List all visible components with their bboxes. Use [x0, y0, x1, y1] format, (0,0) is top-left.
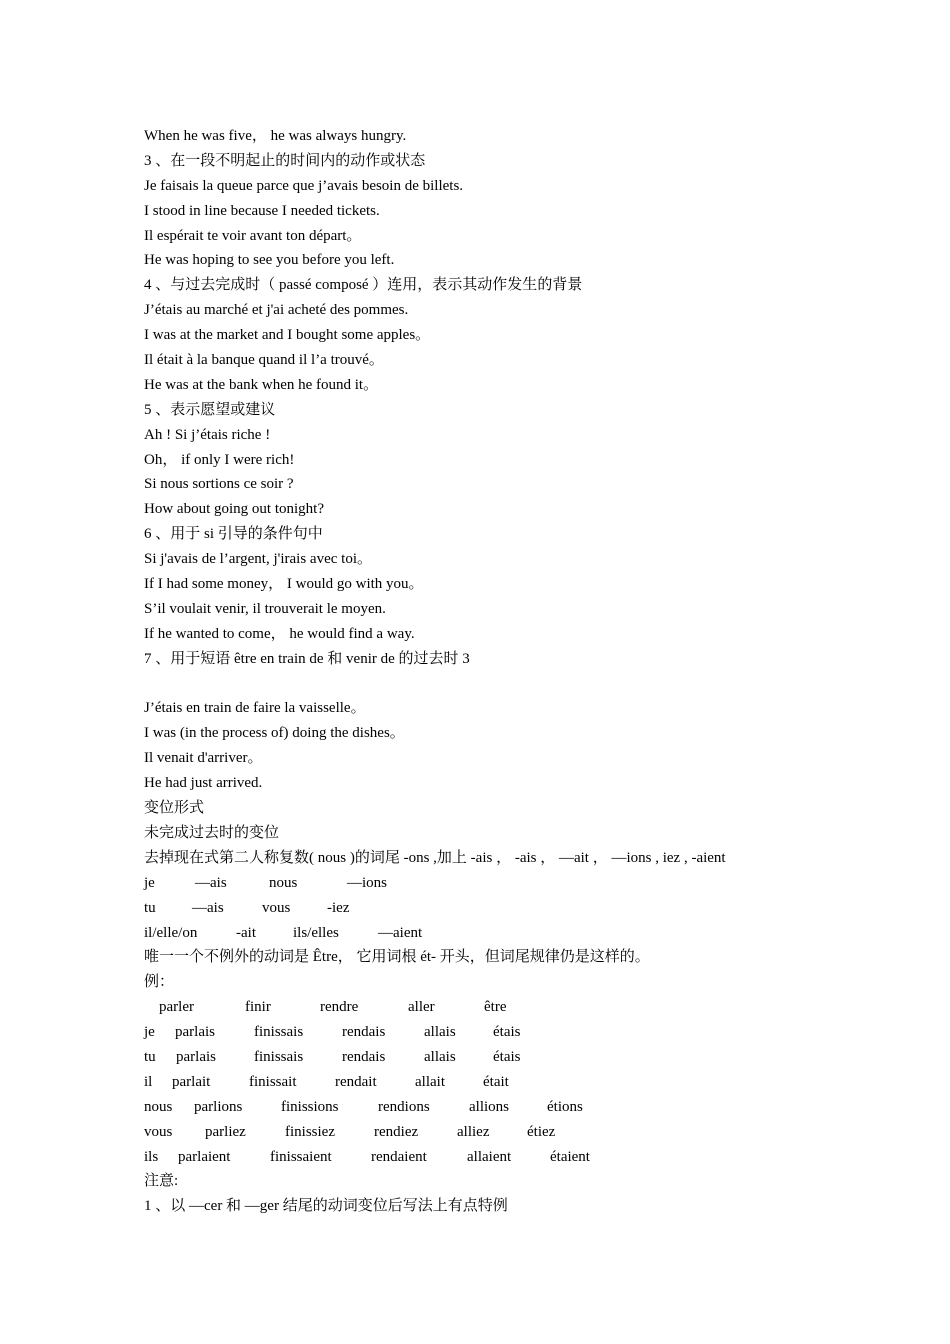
example-english: He was hoping to see you before you left. [144, 252, 395, 269]
note-heading: 注意: [144, 1173, 179, 1190]
example-french: S’il voulait venir, il trouverait le moyen. [144, 600, 386, 617]
example-english: I was (in the process of) doing the dishes。 [144, 725, 405, 742]
endings-cell: ils/elles [293, 924, 339, 941]
conjugated-form: étaient [550, 1148, 590, 1165]
conjugated-form: allions [469, 1098, 509, 1115]
conjugated-form: rendais [342, 1048, 386, 1065]
conjugated-form: parlions [194, 1098, 243, 1115]
conjugated-form: étions [547, 1098, 583, 1115]
example-english: If he wanted to come， he would find a way. [144, 625, 415, 642]
conjugated-form: parlait [172, 1073, 211, 1090]
conjugated-form: finissions [281, 1098, 339, 1115]
verb-header: rendre [320, 999, 359, 1016]
conjugated-form: finissaient [270, 1148, 332, 1165]
conjugation-header-row [144, 995, 824, 1020]
example-english: Oh， if only I were rich! [144, 451, 295, 468]
pronoun: tu [144, 1048, 156, 1065]
text-block-middle [144, 696, 824, 870]
conjugated-form: rendiez [374, 1123, 419, 1140]
verb-header: être [484, 999, 507, 1016]
conjugation-row [144, 1070, 824, 1095]
section-heading: 4 、与过去完成时（ passé composé ）连用，表示其动作发生的背景 [144, 277, 583, 294]
section-heading: 变位形式 [144, 800, 205, 817]
example-english: He had just arrived. [144, 775, 263, 792]
conjugated-form: finissais [254, 1024, 304, 1041]
conjugation-row [144, 1120, 824, 1145]
text-block-end [144, 1169, 824, 1219]
section-heading: 5 、表示愿望或建议 [144, 401, 276, 418]
conjugated-form: étiez [527, 1123, 556, 1140]
conjugated-form: rendaient [371, 1148, 427, 1165]
endings-table [144, 871, 824, 946]
conjugated-form: rendais [342, 1024, 386, 1041]
text-line: 例： [144, 974, 175, 991]
document-body [144, 124, 824, 1219]
text-block-top [144, 124, 824, 672]
conjugation-row [144, 1095, 824, 1120]
blank-line [144, 672, 824, 697]
conjugated-form: finissait [249, 1073, 297, 1090]
endings-cell: tu [144, 899, 156, 916]
example-english: How about going out tonight? [144, 501, 324, 518]
verb-header: parler [159, 999, 194, 1016]
example-french: Il venait d'arriver。 [144, 750, 263, 767]
pronoun: vous [144, 1123, 173, 1140]
example-french: Il était à la banque quand il l’a trouvé。 [144, 352, 384, 369]
section-subheading: 未完成过去时的变位 [144, 824, 280, 841]
example-french: J’étais au marché et j'ai acheté des pommes. [144, 302, 409, 319]
section-heading: 1 、以 —cer 和 —ger 结尾的动词变位后写法上有点特例 [144, 1198, 508, 1215]
pronoun: nous [144, 1098, 173, 1115]
text-block-after-endings [144, 945, 824, 995]
pronoun: il [144, 1073, 153, 1090]
section-heading: 3 、在一段不明起止的时间内的动作或状态 [144, 152, 426, 169]
endings-cell: nous [269, 874, 298, 891]
conjugated-form: allais [424, 1024, 456, 1041]
section-heading: 7 、用于短语 être en train de 和 venir de 的过去时 3 [144, 650, 470, 667]
example-french: Il espérait te voir avant ton départ。 [144, 227, 362, 244]
example-english: If I had some money， I would go with you。 [144, 576, 424, 593]
conjugation-table [144, 995, 824, 1169]
conjugated-form: parlais [175, 1024, 215, 1041]
endings-row [144, 921, 824, 946]
text-line: When he was five， he was always hungry. [144, 128, 407, 144]
text-line: 唯一一个不例外的动词是 Être， 它用词根 ét- 开头，但词尾规律仍是这样的。 [144, 949, 650, 966]
pronoun: je [144, 1024, 155, 1041]
conjugated-form: allaient [467, 1148, 512, 1165]
conjugated-form: étais [493, 1048, 521, 1065]
conjugated-form: rendait [335, 1073, 377, 1090]
conjugated-form: finissais [254, 1048, 304, 1065]
endings-cell: —aient [378, 924, 423, 941]
endings-row [144, 871, 824, 896]
conjugation-row [144, 1145, 824, 1170]
conjugated-form: étais [493, 1024, 521, 1041]
pronoun: ils [144, 1148, 159, 1165]
example-french: Si j'avais de l’argent, j'irais avec toi。 [144, 551, 372, 568]
example-french: J’étais en train de faire la vaisselle。 [144, 700, 366, 717]
conjugated-form: allais [424, 1048, 456, 1065]
example-english: I stood in line because I needed tickets. [144, 202, 380, 219]
rule-description: 去掉现在式第二人称复数( nous )的词尾 -ons ,加上 -ais ， -ais ， —ait ， —ions , iez , -aient [144, 849, 726, 866]
conjugated-form: parlaient [178, 1148, 231, 1165]
endings-cell: —ais [192, 899, 224, 916]
conjugated-form: parliez [205, 1123, 246, 1140]
endings-cell: il/elle/on [144, 924, 198, 941]
conjugated-form: alliez [457, 1123, 490, 1140]
endings-cell: -ait [236, 924, 256, 941]
endings-cell: —ions [347, 874, 388, 891]
example-french: Ah ! Si j’étais riche ! [144, 426, 271, 443]
conjugated-form: parlais [176, 1048, 216, 1065]
endings-cell: vous [262, 899, 291, 916]
conjugated-form: était [483, 1073, 509, 1090]
verb-header: aller [408, 999, 435, 1016]
endings-row [144, 896, 824, 921]
example-english: He was at the bank when he found it。 [144, 376, 379, 393]
example-french: Je faisais la queue parce que j’avais besoin de billets. [144, 177, 464, 194]
example-english: I was at the market and I bought some apples。 [144, 327, 431, 344]
endings-cell: -iez [327, 899, 350, 916]
example-french: Si nous sortions ce soir ? [144, 476, 294, 493]
endings-cell: je [144, 874, 155, 891]
conjugated-form: rendions [378, 1098, 430, 1115]
conjugation-row [144, 1045, 824, 1070]
conjugated-form: finissiez [285, 1123, 335, 1140]
verb-header: finir [245, 999, 271, 1016]
conjugation-row [144, 1020, 824, 1045]
section-heading: 6 、用于 si 引导的条件句中 [144, 526, 323, 543]
endings-cell: —ais [195, 874, 227, 891]
conjugated-form: allait [415, 1073, 445, 1090]
